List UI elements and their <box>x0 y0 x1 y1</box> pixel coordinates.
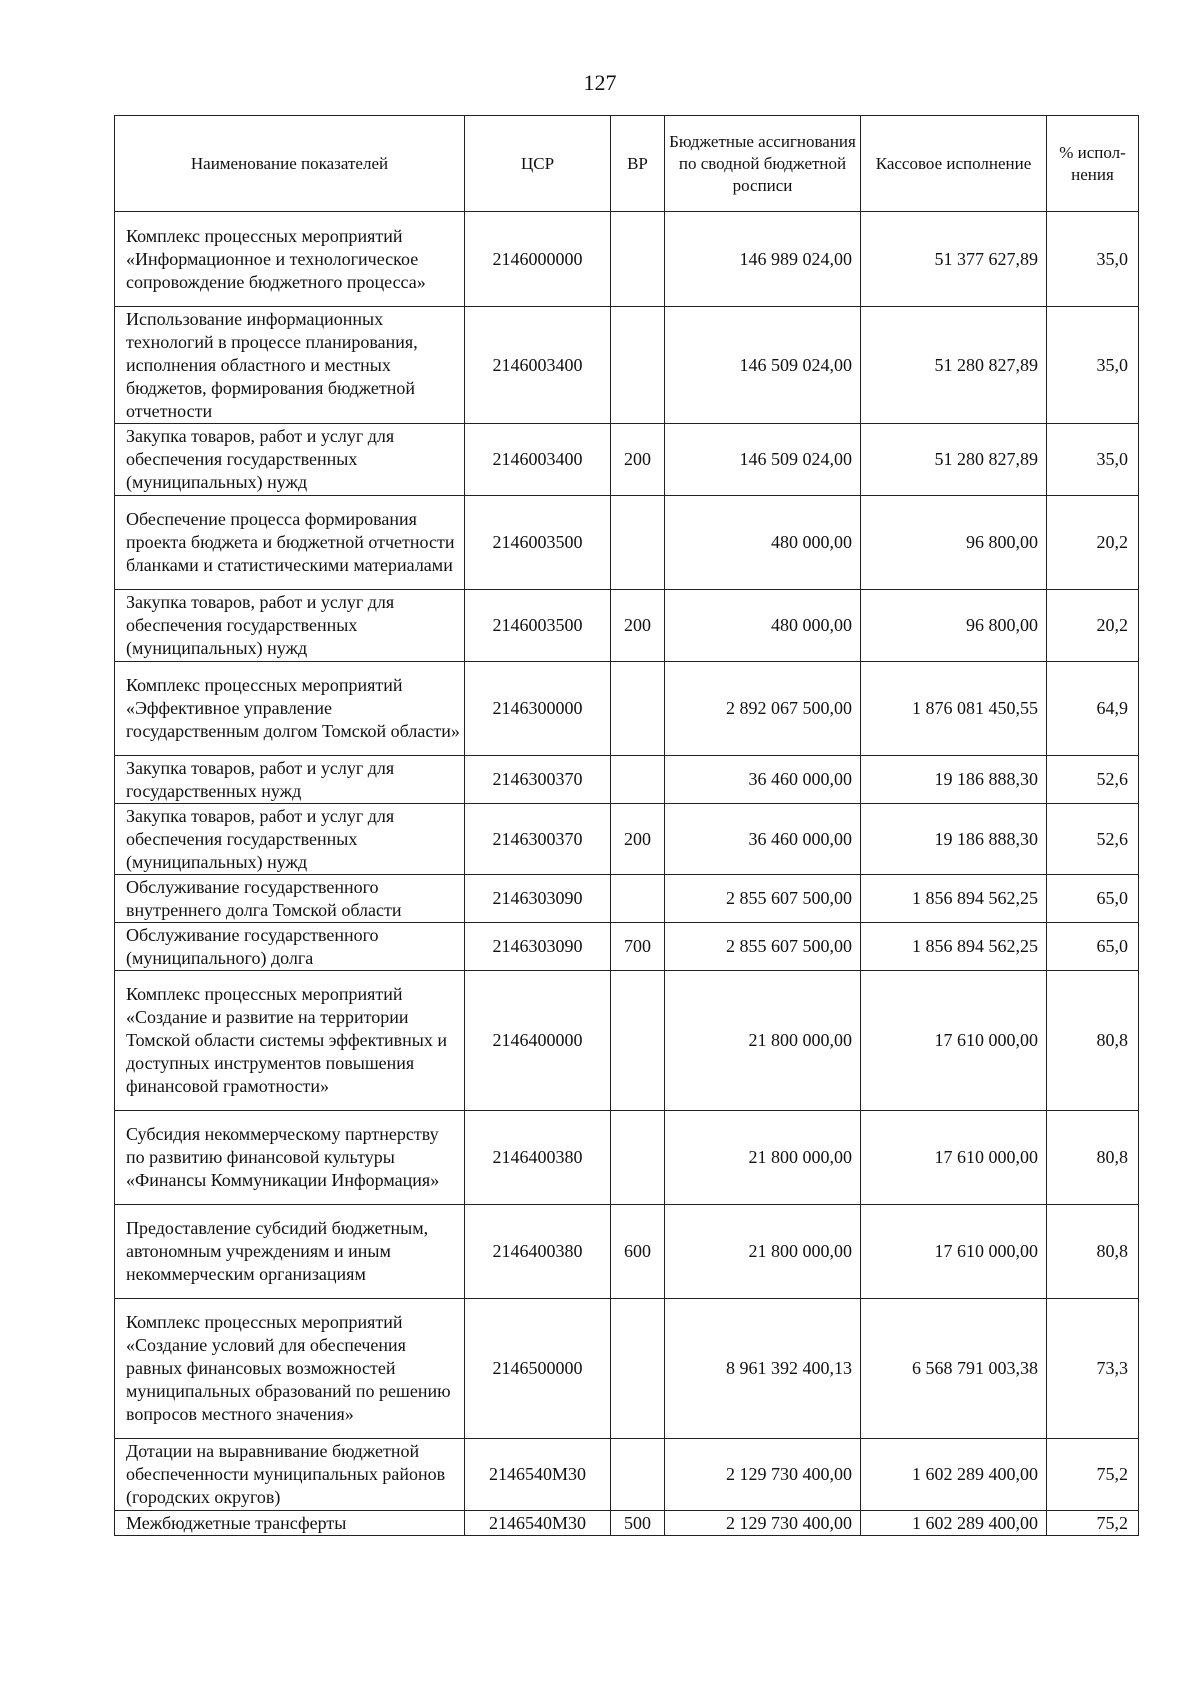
row-assignments: 480 000,00 <box>665 590 861 662</box>
row-csr: 2146400380 <box>465 1111 611 1205</box>
table-row <box>115 875 1139 923</box>
table-row <box>115 307 1139 424</box>
row-name: Закупка товаров, работ и услуг для государственных нужд <box>115 756 465 804</box>
row-csr: 2146303090 <box>465 875 611 923</box>
budget-execution-table <box>114 115 1139 1536</box>
row-csr: 2146003400 <box>465 424 611 496</box>
row-assignments: 8 961 392 400,13 <box>665 1299 861 1439</box>
header-percent: % испол-нения <box>1047 116 1139 212</box>
row-percent: 73,3 <box>1047 1299 1139 1439</box>
row-percent: 35,0 <box>1047 424 1139 496</box>
row-percent: 80,8 <box>1047 971 1139 1111</box>
row-cash-execution: 17 610 000,00 <box>861 971 1047 1111</box>
row-vr <box>611 212 665 307</box>
table-row <box>115 1299 1139 1439</box>
row-name: Дотации на выравнивание бюджетной обеспеченности муниципальных районов (городских округов) <box>115 1439 465 1511</box>
row-csr: 2146500000 <box>465 1299 611 1439</box>
row-vr: 200 <box>611 804 665 875</box>
row-vr: 200 <box>611 424 665 496</box>
row-assignments: 146 509 024,00 <box>665 424 861 496</box>
row-assignments: 21 800 000,00 <box>665 1205 861 1299</box>
row-name: Предоставление субсидий бюджетным, автономным учреждениям и иным некоммерческим организациям <box>115 1205 465 1299</box>
row-assignments: 2 855 607 500,00 <box>665 875 861 923</box>
row-percent: 75,2 <box>1047 1439 1139 1511</box>
row-assignments: 480 000,00 <box>665 496 861 590</box>
header-csr: ЦСР <box>465 116 611 212</box>
row-assignments: 2 892 067 500,00 <box>665 662 861 756</box>
header-name: Наименование показателей <box>115 116 465 212</box>
row-name: Обслуживание государственного (муниципального) долга <box>115 923 465 971</box>
row-csr: 2146003500 <box>465 590 611 662</box>
row-name: Субсидия некоммерческому партнерству по развитию финансовой культуры «Финансы Коммуникации Информация» <box>115 1111 465 1205</box>
header-vr: ВР <box>611 116 665 212</box>
row-cash-execution: 19 186 888,30 <box>861 756 1047 804</box>
table-row <box>115 971 1139 1111</box>
row-name: Закупка товаров, работ и услуг для обеспечения государственных (муниципальных) нужд <box>115 424 465 496</box>
row-name: Закупка товаров, работ и услуг для обеспечения государственных (муниципальных) нужд <box>115 804 465 875</box>
row-cash-execution: 6 568 791 003,38 <box>861 1299 1047 1439</box>
table-row <box>115 756 1139 804</box>
row-csr: 2146003500 <box>465 496 611 590</box>
row-assignments: 146 509 024,00 <box>665 307 861 424</box>
row-percent: 52,6 <box>1047 804 1139 875</box>
row-vr <box>611 875 665 923</box>
row-name: Обслуживание государственного внутреннего долга Томской области <box>115 875 465 923</box>
table-row <box>115 662 1139 756</box>
table-row <box>115 212 1139 307</box>
header-assignments: Бюджетные ассигнования по сводной бюджетной росписи <box>665 116 861 212</box>
page-number: 127 <box>583 70 617 95</box>
row-csr: 2146003400 <box>465 307 611 424</box>
row-vr <box>611 1439 665 1511</box>
row-name: Закупка товаров, работ и услуг для обеспечения государственных (муниципальных) нужд <box>115 590 465 662</box>
row-cash-execution: 51 280 827,89 <box>861 307 1047 424</box>
row-cash-execution: 1 856 894 562,25 <box>861 923 1047 971</box>
table-row <box>115 804 1139 875</box>
row-cash-execution: 1 602 289 400,00 <box>861 1439 1047 1511</box>
row-assignments: 2 855 607 500,00 <box>665 923 861 971</box>
row-vr <box>611 1111 665 1205</box>
row-vr <box>611 496 665 590</box>
row-csr: 2146300370 <box>465 756 611 804</box>
table-row <box>115 590 1139 662</box>
row-vr: 500 <box>611 1511 665 1536</box>
row-assignments: 2 129 730 400,00 <box>665 1511 861 1536</box>
row-assignments: 146 989 024,00 <box>665 212 861 307</box>
row-cash-execution: 51 377 627,89 <box>861 212 1047 307</box>
row-cash-execution: 1 602 289 400,00 <box>861 1511 1047 1536</box>
row-percent: 80,8 <box>1047 1205 1139 1299</box>
row-csr: 2146540М30 <box>465 1511 611 1536</box>
table-row <box>115 496 1139 590</box>
row-vr <box>611 307 665 424</box>
row-assignments: 36 460 000,00 <box>665 756 861 804</box>
row-cash-execution: 19 186 888,30 <box>861 804 1047 875</box>
row-csr: 2146300370 <box>465 804 611 875</box>
row-percent: 80,8 <box>1047 1111 1139 1205</box>
row-cash-execution: 51 280 827,89 <box>861 424 1047 496</box>
table-row <box>115 1111 1139 1205</box>
row-csr: 2146400000 <box>465 971 611 1111</box>
row-vr <box>611 662 665 756</box>
row-percent: 20,2 <box>1047 496 1139 590</box>
row-cash-execution: 1 856 894 562,25 <box>861 875 1047 923</box>
row-cash-execution: 17 610 000,00 <box>861 1205 1047 1299</box>
table-row <box>115 1511 1139 1536</box>
row-assignments: 2 129 730 400,00 <box>665 1439 861 1511</box>
row-percent: 20,2 <box>1047 590 1139 662</box>
row-percent: 75,2 <box>1047 1511 1139 1536</box>
row-assignments: 36 460 000,00 <box>665 804 861 875</box>
row-csr: 2146400380 <box>465 1205 611 1299</box>
row-csr: 2146000000 <box>465 212 611 307</box>
table-header-row <box>115 116 1139 212</box>
row-percent: 52,6 <box>1047 756 1139 804</box>
row-cash-execution: 96 800,00 <box>861 590 1047 662</box>
row-vr: 700 <box>611 923 665 971</box>
row-assignments: 21 800 000,00 <box>665 1111 861 1205</box>
row-assignments: 21 800 000,00 <box>665 971 861 1111</box>
row-name: Комплекс процессных мероприятий «Создание условий для обеспечения равных финансовых возможностей муниципальных образований по решению вопросов местного значения» <box>115 1299 465 1439</box>
row-name: Использование информационных технологий в процессе планирования, исполнения областного и местных бюджетов, формирования бюджетной отчетности <box>115 307 465 424</box>
table-row <box>115 1439 1139 1511</box>
row-name: Комплекс процессных мероприятий «Эффективное управление государственным долгом Томской области» <box>115 662 465 756</box>
row-cash-execution: 17 610 000,00 <box>861 1111 1047 1205</box>
row-csr: 2146303090 <box>465 923 611 971</box>
row-csr: 2146540М30 <box>465 1439 611 1511</box>
row-name: Межбюджетные трансферты <box>115 1511 465 1536</box>
row-percent: 64,9 <box>1047 662 1139 756</box>
table-row <box>115 923 1139 971</box>
table-row <box>115 1205 1139 1299</box>
row-name: Комплекс процессных мероприятий «Информационное и технологическое сопровождение бюджетного процесса» <box>115 212 465 307</box>
row-cash-execution: 1 876 081 450,55 <box>861 662 1047 756</box>
row-percent: 35,0 <box>1047 212 1139 307</box>
header-cash-execution: Кассовое исполнение <box>861 116 1047 212</box>
row-vr <box>611 971 665 1111</box>
row-percent: 65,0 <box>1047 875 1139 923</box>
row-percent: 65,0 <box>1047 923 1139 971</box>
row-name: Обеспечение процесса формирования проекта бюджета и бюджетной отчетности бланками и статистическими материалами <box>115 496 465 590</box>
row-cash-execution: 96 800,00 <box>861 496 1047 590</box>
row-percent: 35,0 <box>1047 307 1139 424</box>
row-name: Комплекс процессных мероприятий «Создание и развитие на территории Томской области системы эффективных и доступных инструментов повышения финансовой грамотности» <box>115 971 465 1111</box>
row-csr: 2146300000 <box>465 662 611 756</box>
table-row <box>115 424 1139 496</box>
row-vr: 200 <box>611 590 665 662</box>
row-vr <box>611 756 665 804</box>
row-vr <box>611 1299 665 1439</box>
row-vr: 600 <box>611 1205 665 1299</box>
